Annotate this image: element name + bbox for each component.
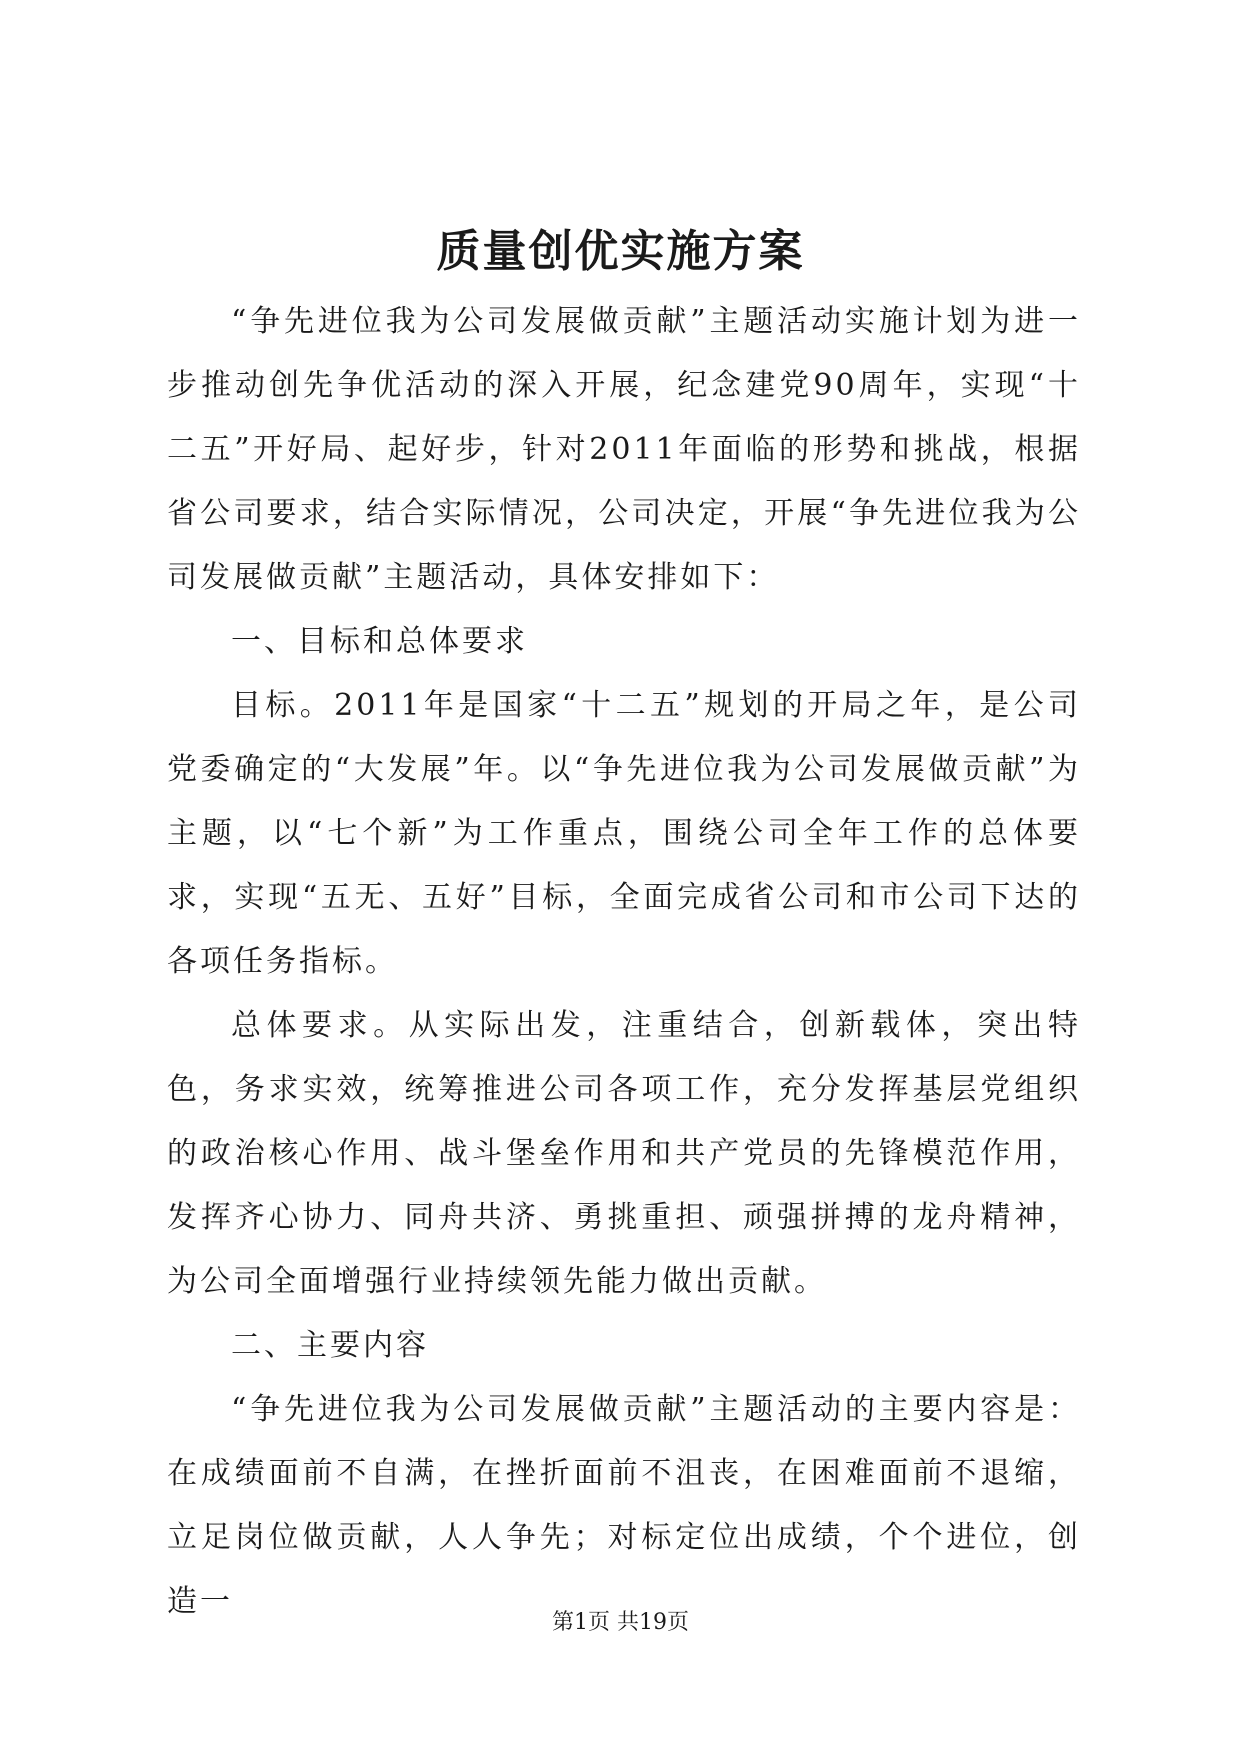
document-title: 质量创优实施方案 <box>436 226 805 277</box>
paragraph-requirements: 总体要求。从实际出发，注重结合，创新载体，突出特色，务求实效，统筹推进公司各项工作，充分发挥基层党组织的政治核心作用、战斗堡垒作用和共产党员的先锋模范作用，发挥齐心协力、同舟共济、勇挑重担、顽强拼搏的龙舟精神，为公司全面增强行业持续领先能力做出贡献。 <box>167 1008 1081 1299</box>
section-heading-goals: 一、目标和总体要求 <box>231 624 528 659</box>
paragraph-intro: “争先进位我为公司发展做贡献”主题活动实施计划为进一步推动创先争优活动的深入开展，纪念建党90周年，实现“十二五”开好局、起好步，针对2011年面临的形势和挑战，根据省公司要求，结合实际情况，公司决定，开展“争先进位我为公司发展做贡献”主题活动，具体安排如下： <box>167 304 1081 595</box>
document-body <box>167 290 1081 1634</box>
paragraph-goals: 目标。2011年是国家“十二五”规划的开局之年，是公司党委确定的“大发展”年。以“争先进位我为公司发展做贡献”为主题，以“七个新”为工作重点，围绕公司全年工作的总体要求，实现“五无、五好”目标，全面完成省公司和市公司下达的各项任务指标。 <box>167 688 1081 979</box>
paragraph-content: “争先进位我为公司发展做贡献”主题活动的主要内容是：在成绩面前不自满，在挫折面前不沮丧，在困难面前不退缩，立足岗位做贡献，人人争先；对标定位出成绩，个个进位，创造一 <box>167 1392 1081 1619</box>
section-heading-content: 二、主要内容 <box>231 1328 429 1363</box>
page-footer: 第1页 共19页 <box>552 1610 689 1635</box>
